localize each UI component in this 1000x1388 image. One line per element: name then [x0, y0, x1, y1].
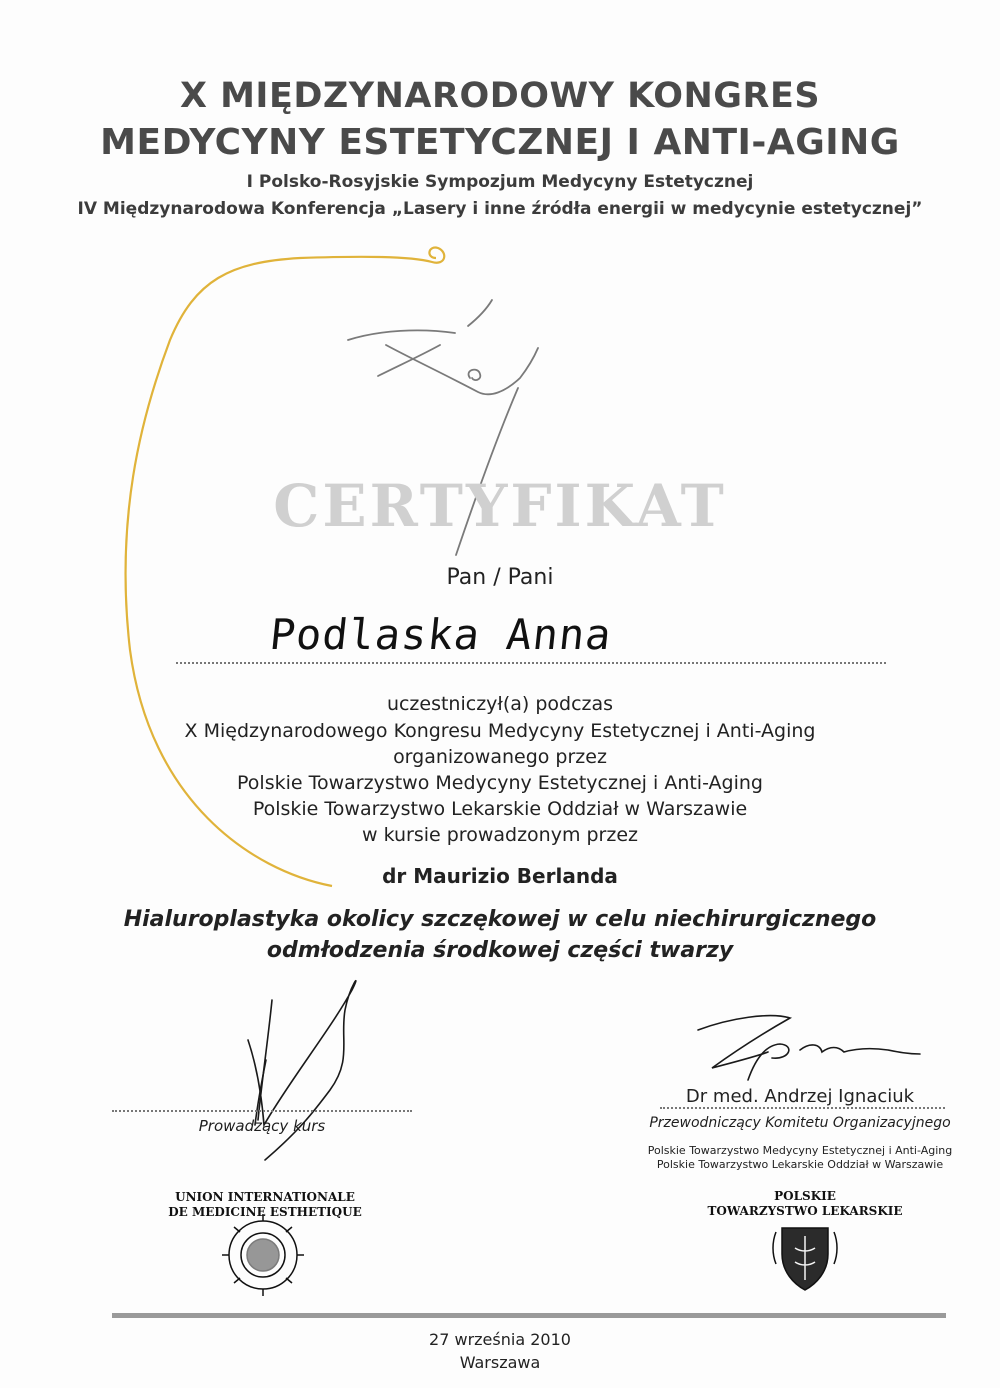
issue-city: Warszawa	[459, 1353, 541, 1372]
footer-rule	[112, 1313, 946, 1318]
body-line: Polskie Towarzystwo Lekarskie Oddział w Warszawie	[252, 798, 748, 820]
chairman-signature-line	[660, 1107, 945, 1109]
congress-title-line2: MEDYCYNY ESTETYCZNEJ I ANTI-AGING	[100, 122, 900, 163]
certificate-heading: CERTYFIKAT	[273, 472, 727, 540]
ptl-org-name	[690, 1189, 920, 1219]
body-line: uczestniczył(a) podczas	[386, 693, 614, 715]
lecturer-signature-line	[112, 1110, 412, 1112]
lecturer-role-label: Prowadzący kurs	[198, 1117, 326, 1135]
body-line: organizowanego przez	[393, 746, 607, 768]
uime-org-name	[130, 1190, 400, 1220]
salutation: Pan / Pani	[446, 565, 554, 590]
chairman-role-label: Przewodniczący Komitetu Organizacyjnego	[649, 1115, 951, 1131]
course-topic-line2: odmłodzenia środkowej części twarzy	[266, 938, 734, 963]
chairman-name: Dr med. Andrzej Ignaciuk	[685, 1086, 915, 1107]
chairman-org-line1: Polskie Towarzystwo Medycyny Estetycznej i Anti-Aging	[647, 1144, 953, 1157]
ptl-org-line2: TOWARZYSTWO LEKARSKIE	[707, 1204, 903, 1218]
issue-date: 27 września 2010	[429, 1330, 571, 1349]
ptl-org-line1: POLSKIE	[774, 1189, 836, 1203]
lecturer-name: dr Maurizio Berlanda	[382, 864, 618, 888]
participant-name: Podlaska Anna	[267, 610, 615, 659]
chairman-signature-mark	[698, 1016, 920, 1080]
chairman-org-line2: Polskie Towarzystwo Lekarskie Oddział w Warszawie	[656, 1158, 944, 1171]
ptl-crest-icon	[773, 1228, 837, 1290]
body-line: Polskie Towarzystwo Medycyny Estetycznej i Anti-Aging	[237, 772, 763, 794]
uime-org-line1: UNION INTERNATIONALE	[175, 1190, 355, 1204]
symposium-subtitle: I Polsko-Rosyjskie Sympozjum Medycyny Estetycznej	[246, 172, 754, 192]
conference-subtitle: IV Międzynarodowa Konferencja „Lasery i inne źródła energii w medycynie estetycznej”	[77, 199, 923, 219]
uime-org-line2: DE MEDICINE ESTHETIQUE	[168, 1205, 362, 1219]
course-topic-line1: Hialuroplastyka okolicy szczękowej w celu niechirurgicznego	[123, 907, 877, 932]
uime-logo-icon	[222, 1214, 304, 1296]
congress-title-line1: X MIĘDZYNARODOWY KONGRES	[179, 76, 821, 116]
body-line: X Międzynarodowego Kongresu Medycyny Estetycznej i Anti-Aging	[184, 720, 816, 742]
name-dotted-line	[176, 662, 886, 664]
body-line: w kursie prowadzonym przez	[361, 824, 639, 846]
